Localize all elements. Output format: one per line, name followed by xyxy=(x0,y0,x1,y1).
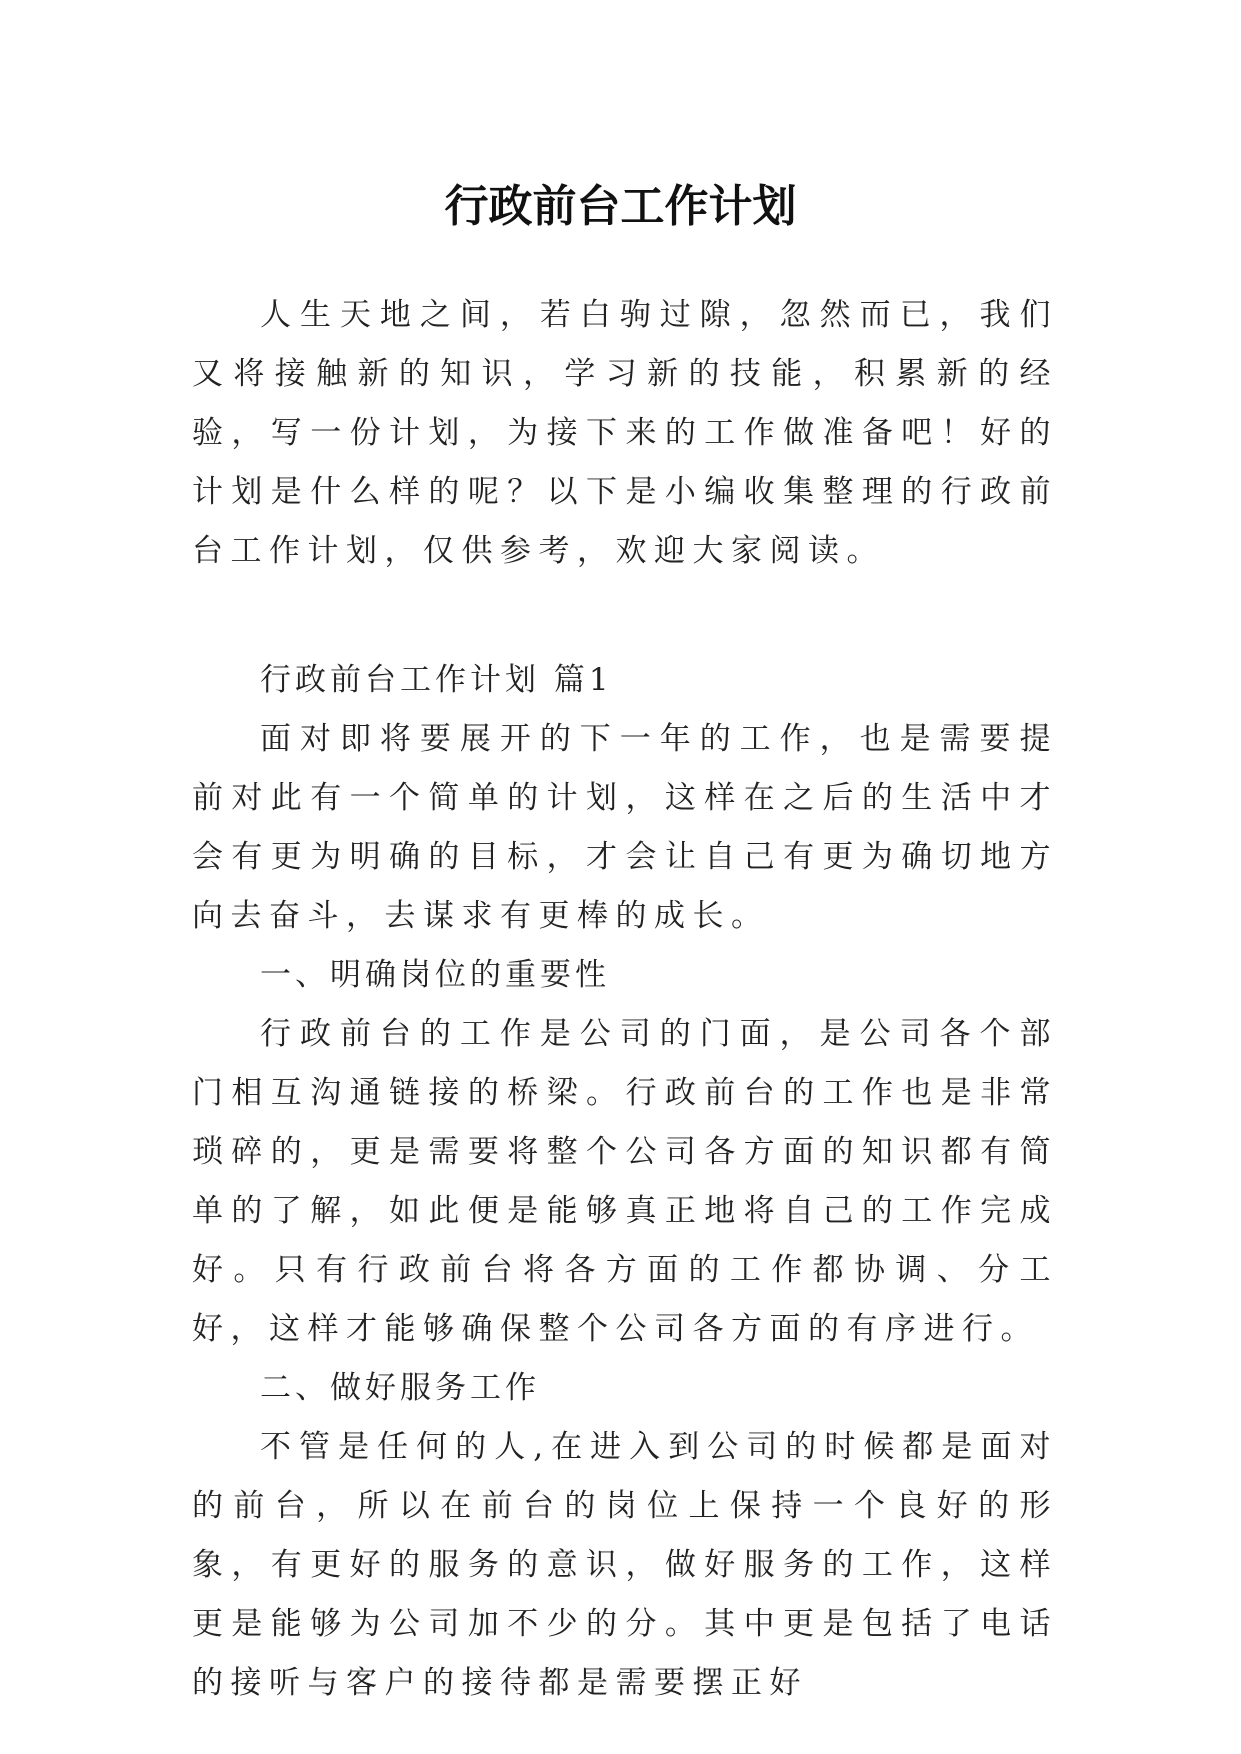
intro-paragraph: 人生天地之间，若白驹过隙，忽然而已，我们又将接触新的知识，学习新的技能，积累新的经验，写一份计划，为接下来的工作做准备吧！好的计划是什么样的呢？以下是小编收集整理的行政前台工作计划，仅供参考，欢迎大家阅读。 xyxy=(192,297,1058,569)
body-paragraph: 面对即将要展开的下一年的工作，也是需要提前对此有一个简单的计划，这样在之后的生活中才会有更为明确的目标，才会让自己有更为确切地方向去奋斗，去谋求有更棒的成长。 xyxy=(192,721,1058,934)
section-heading-1: 一、明确岗位的重要性 xyxy=(260,957,610,993)
body-paragraph: 行政前台的工作是公司的门面，是公司各个部门相互沟通链接的桥梁。行政前台的工作也是非常琐碎的，更是需要将整个公司各方面的知识都有简单的了解，如此便是能够真正地将自己的工作完成好。只有行政前台将各方面的工作都协调、分工好，这样才能够确保整个公司各方面的有序进行。 xyxy=(192,1016,1058,1347)
document-body xyxy=(192,286,1058,1713)
document-title: 行政前台工作计划 xyxy=(444,181,797,233)
section-heading-2: 二、做好服务工作 xyxy=(260,1370,540,1406)
body-paragraph: 不管是任何的人,在进入到公司的时候都是面对的前台，所以在前台的岗位上保持一个良好的形象，有更好的服务的意识，做好服务的工作，这样更是能够为公司加不少的分。其中更是包括了电话的接听与客户的接待都是需要摆正好 xyxy=(192,1429,1058,1701)
section-title: 行政前台工作计划 篇1 xyxy=(260,662,613,698)
paragraph-spacer xyxy=(192,581,1058,651)
